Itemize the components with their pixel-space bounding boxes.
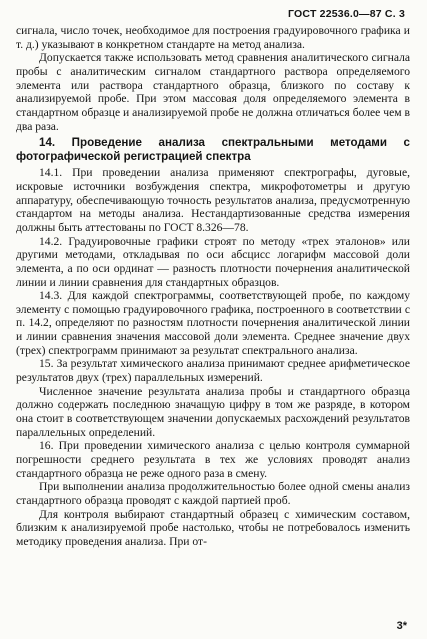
paragraph: 14.1. При проведении анализа применяют спектрографы, дуговые, искровые источники возбуждения спектра, микрофотометры и другую аппаратуру, обеспечивающую точность результатов анализа, предусмотренную стандартом на методы анализа. Нестандартизованные средства измерения должны быть аттестованы по ГОСТ 8.326—78.	[16, 166, 410, 234]
paragraph: 15. За результат химического анализа принимают среднее арифметическое результатов двух (трех) параллельных измерений.	[16, 357, 410, 385]
paragraph: Численное значение результата анализа пробы и стандартного образца должно содержать последнюю значащую цифру в том же разряде, в котором она стоит в соответствующем значении допускаемых расхождений результатов параллельных определений.	[16, 384, 410, 439]
section-heading: 14. Проведение анализа спектральными методами с фотографической регистрацией спектра	[16, 136, 410, 164]
page-header: ГОСТ 22536.0—87 С. 3	[288, 8, 405, 20]
paragraph: Для контроля выбирают стандартный образец с химическим составом, близким к анализируемой пробе настолько, чтобы не потребовалось изменить методику проведения анализа. При от-	[16, 507, 410, 548]
paragraph-continuation: сигнала, число точек, необходимое для построения градуировочного графика и т. д.) указывают в конкретном стандарте на метод анализа.	[16, 24, 410, 51]
page-number: 3*	[396, 620, 407, 632]
document-body	[16, 24, 410, 549]
paragraph: 14.3. Для каждой спектрограммы, соответствующей пробе, по каждому элементу с помощью градуировочного графика, построенного в соответствии с п. 14.2, определяют по разностям плотности почернения аналитической линии и линии сравнения значения массовой доли элемента. Среднее значение двух (трех) спектрограмм принимают за результат спектрального анализа.	[16, 289, 410, 357]
paragraph: 14.2. Градуировочные графики строят по методу «трех эталонов» или другими методами, откладывая по оси абсцисс логарифм массовой доли элемента, а по оси ординат — разность плотности почернения аналитической линии и линии сравнения для стандартных образцов.	[16, 234, 410, 289]
paragraph: При выполнении анализа продолжительностью более одной смены анализ стандартного образца проводят с каждой партией проб.	[16, 480, 410, 507]
paragraph: Допускается также использовать метод сравнения аналитического сигнала пробы с аналитическим сигналом стандартного раствора определяемого элемента или раствора стандартного образца, близкого по составу к анализируемой пробе. При этом массовая доля определяемого элемента в стандартном образце и анализируемой пробе не должна отличаться более чем в два раза.	[16, 51, 410, 133]
paragraph: 16. При проведении химического анализа с целью контроля суммарной погрешности среднего результата в тех же условиях проводят анализ стандартного образца не реже одного раза в смену.	[16, 439, 410, 480]
